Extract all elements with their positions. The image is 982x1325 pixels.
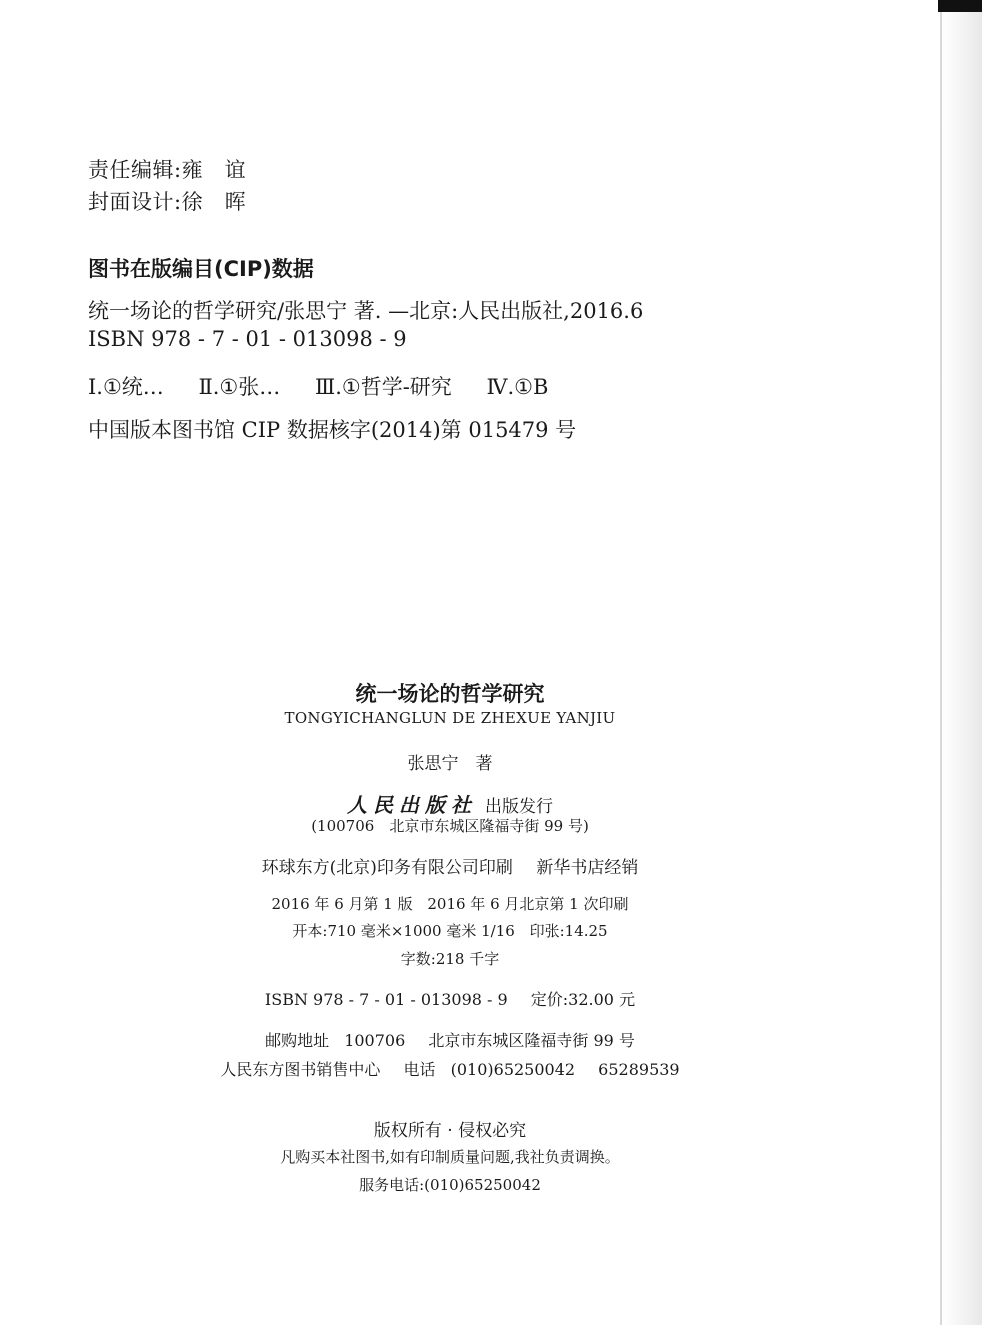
publisher-logo: 人民出版社 [347, 793, 477, 817]
editor-label: 责任编辑: [88, 158, 182, 182]
cip-isbn-line: ISBN 978 - 7 - 01 - 013098 - 9 [88, 327, 407, 351]
publisher-address: (100706 北京市东城区隆福寺街 99 号) [311, 817, 589, 835]
designer-label: 封面设计: [88, 190, 182, 214]
cip-class-2: Ⅱ.①张… [198, 375, 281, 399]
sales-phone-1: (010)65250042 [450, 1060, 576, 1079]
designer-name: 徐 晖 [181, 190, 247, 214]
word-count: 字数:218 千字 [400, 950, 500, 968]
isbn-price-line [0, 987, 900, 1010]
mail-postcode: 100706 [344, 1031, 406, 1050]
imprint-isbn: ISBN 978 - 7 - 01 - 013098 - 9 [264, 990, 508, 1009]
cip-heading: 图书在版编目(CIP)数据 [88, 257, 314, 281]
sales-center: 人民东方图书销售中心 [220, 1060, 381, 1079]
format-line [0, 920, 900, 941]
book-format: 开本:710 毫米×1000 毫米 1/16 [292, 922, 515, 940]
copyright-notice: 版权所有 · 侵权必究 [373, 1121, 527, 1141]
book-price: 定价:32.00 元 [530, 990, 636, 1009]
scan-edge-corner [938, 0, 982, 12]
cip-class-4: Ⅳ.①B [486, 375, 549, 399]
cip-classification-line [88, 371, 548, 401]
book-title: 统一场论的哲学研究 [355, 682, 545, 706]
sales-line [0, 1057, 900, 1080]
mail-order-line [0, 1028, 900, 1051]
mail-address: 北京市东城区隆福寺街 99 号 [428, 1031, 635, 1050]
editor-name: 雍 谊 [181, 158, 247, 182]
cip-class-1: Ⅰ.①统… [88, 375, 164, 399]
sales-phone-label: 电话 [403, 1060, 436, 1079]
sales-phone-2: 65289539 [598, 1060, 680, 1079]
book-sheets: 印张:14.25 [529, 922, 608, 940]
designer-credit [88, 186, 246, 216]
edition-info: 2016 年 6 月第 1 版 [271, 895, 413, 913]
publisher-action: 出版发行 [485, 797, 553, 817]
book-author: 张思宁 著 [407, 754, 493, 774]
distributor-name: 新华书店经销 [536, 858, 639, 878]
service-phone: 服务电话:(010)65250042 [359, 1176, 541, 1194]
mail-label: 邮购地址 [265, 1031, 330, 1050]
publisher-line [0, 789, 900, 818]
printer-name: 环球东方(北京)印务有限公司印刷 [261, 858, 513, 878]
cip-title-line: 统一场论的哲学研究/张思宁 著. —北京:人民出版社,2016.6 [88, 299, 644, 323]
printing-info: 2016 年 6 月北京第 1 次印刷 [427, 895, 629, 913]
printer-line [0, 853, 900, 878]
book-title-pinyin: TONGYICHANGLUN DE ZHEXUE YANJIU [284, 709, 616, 727]
editor-credit [88, 154, 246, 184]
scan-edge-shadow [942, 0, 982, 1325]
cip-class-3: Ⅲ.①哲学-研究 [314, 375, 452, 399]
cip-check-number: 中国版本图书馆 CIP 数据核字(2014)第 015479 号 [88, 418, 577, 442]
edition-line [0, 893, 900, 914]
exchange-note: 凡购买本社图书,如有印制质量问题,我社负责调换。 [280, 1148, 620, 1166]
